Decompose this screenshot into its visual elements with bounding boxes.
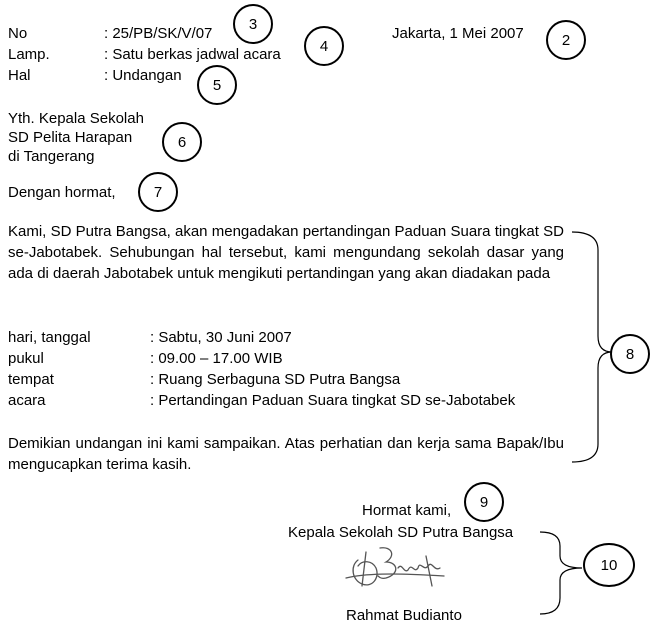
detail-label-event: acara: [8, 392, 46, 409]
detail-value-event: : Pertandingan Paduan Suara tingkat SD se-Jabotabek: [150, 392, 516, 409]
place-and-date: Jakarta, 1 Mei 2007: [392, 25, 524, 42]
signer-position: Kepala Sekolah SD Putra Bangsa: [288, 524, 514, 541]
body-opening-paragraph: Kami, SD Putra Bangsa, akan mengadakan pertandingan Paduan Suara tingkat SD se-Jabotabek. Sehubungan hal tersebut, kami mengundang sekolah dasar yang ada di daerah Jabotabek untuk mengikuti pertandingan yang akan diadakan pada: [8, 223, 564, 282]
letter-number-value: : 25/PB/SK/V/07: [104, 25, 213, 42]
recipient-line-1: Yth. Kepala Sekolah: [8, 110, 144, 127]
detail-value-time: : 09.00 – 17.00 WIB: [150, 350, 283, 367]
detail-label-date: hari, tanggal: [8, 329, 91, 346]
body-closing-paragraph: Demikian undangan ini kami sampaikan. Atas perhatian dan kerja sama Bapak/Ibu mengucapkan terima kasih.: [8, 435, 564, 473]
detail-label-time: pukul: [8, 350, 44, 367]
closing-greeting: Hormat kami,: [362, 502, 452, 519]
callout-8: 8: [610, 334, 650, 374]
detail-value-date: : Sabtu, 30 Juni 2007: [150, 329, 292, 346]
salutation: Dengan hormat,: [8, 184, 116, 201]
attachment-label: Lamp.: [8, 46, 50, 63]
detail-value-place: : Ruang Serbaguna SD Putra Bangsa: [150, 371, 401, 388]
subject-label: Hal: [8, 67, 31, 84]
callout-7: 7: [138, 172, 178, 212]
callout-10: 10: [583, 543, 635, 587]
recipient-line-2: SD Pelita Harapan: [8, 129, 133, 146]
callout-5: 5: [197, 65, 237, 105]
body-brace: [572, 232, 612, 462]
attachment-value: : Satu berkas jadwal acara: [104, 46, 281, 63]
letter-number-label: No: [8, 25, 28, 42]
callout-4: 4: [304, 26, 344, 66]
callout-9: 9: [464, 482, 504, 522]
signature-brace: [540, 532, 582, 614]
callout-2: 2: [546, 20, 586, 60]
subject-value: : Undangan: [104, 67, 182, 84]
detail-label-place: tempat: [8, 371, 54, 388]
signer-name: Rahmat Budianto: [346, 607, 462, 624]
callout-6: 6: [162, 122, 202, 162]
callout-3: 3: [233, 4, 273, 44]
recipient-line-3: di Tangerang: [8, 148, 95, 165]
